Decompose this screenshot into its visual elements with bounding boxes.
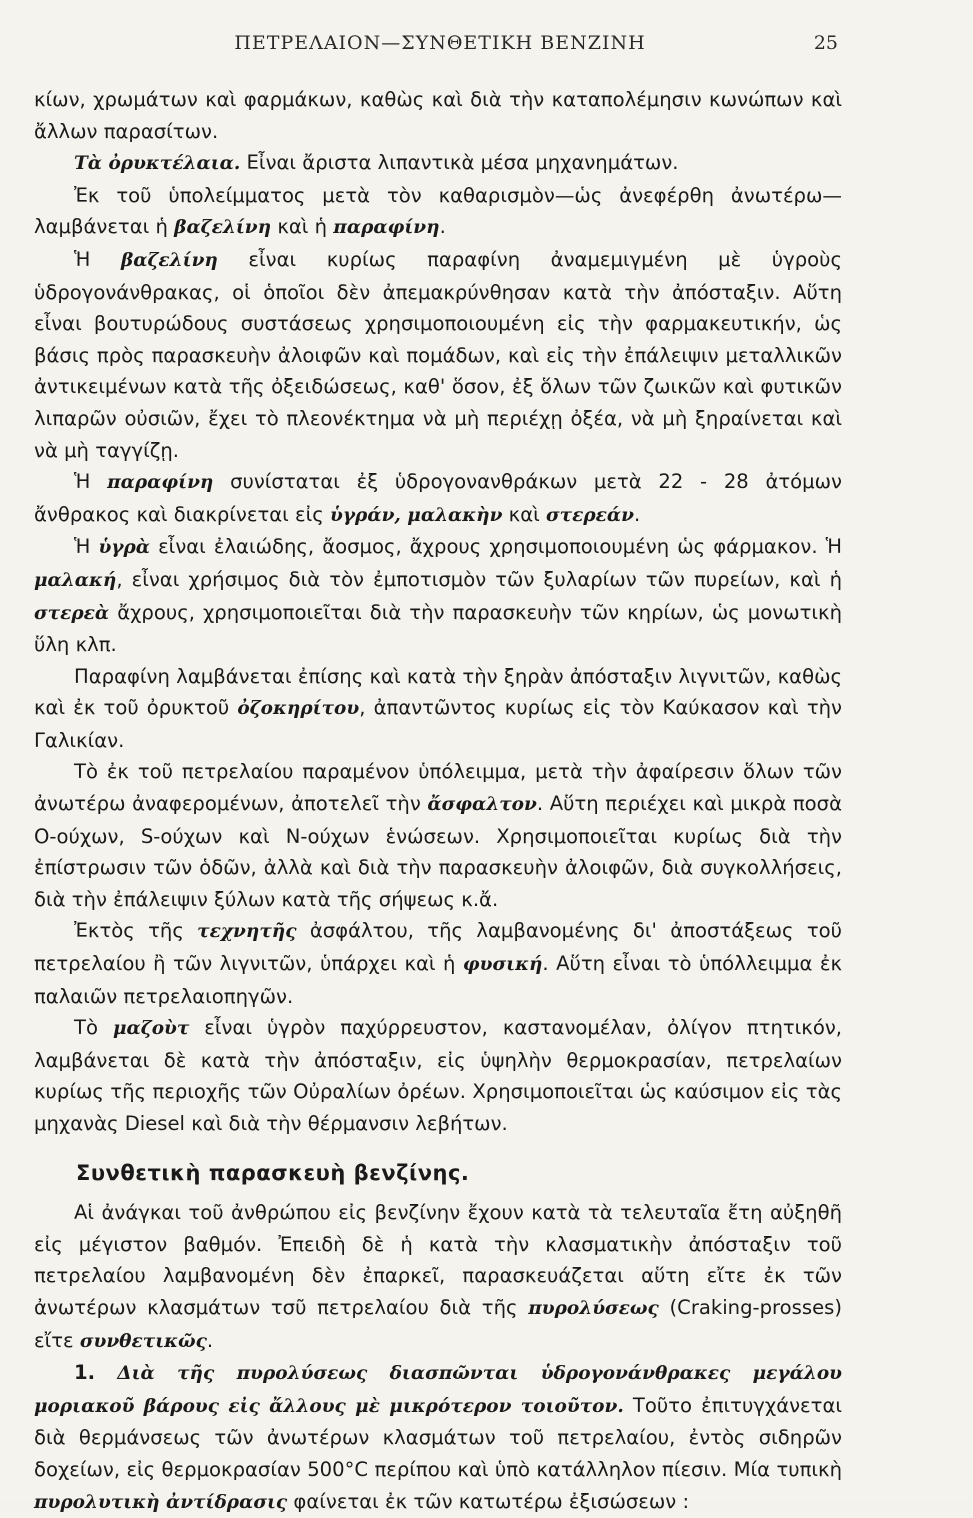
- paragraph: Τὸ ἐκ τοῦ πετρελαίου παραμένον ὑπόλειμμα, μετὰ τὴν ἀφαίρεσιν ὅλων τῶν ἀνωτέρω ἀναφερομένων, ἀποτελεῖ τὴν ἄσφαλτον. Αὕτη περιέχει καὶ μικρὰ ποσὰ Ο-ούχων, S-ούχων καὶ Ν-ούχων ἑνώσεων. Χρησιμοποιεῖται κυρίως διὰ τὴν ἐπίστρωσιν τῶν ὁδῶν, ἀλλὰ καὶ διὰ τὴν παρασκευὴν ἀλοιφῶν, διὰ συγκολλήσεις, διὰ τὴν ἐπάλειψιν ξύλων κατὰ τῆς σήψεως κ.ἄ.: [34, 760, 843, 911]
- italic-term: ὀζοκηρίτου: [237, 698, 360, 720]
- running-title: ΠΕΤΡΕΛΑΙΟΝ—ΣΥΝΘΕΤΙΚΗ ΒΕΝΖΙΝΗ: [234, 32, 646, 54]
- italic-term: βαζελίνη: [174, 217, 272, 239]
- italic-term: βαζελίνη: [120, 249, 218, 271]
- italic-term: παραφίνη: [333, 217, 440, 239]
- italic-term: ὑγράν, μαλακὴν: [330, 504, 503, 526]
- page-header: [0, 32, 973, 60]
- italic-term: τεχνητῆς: [197, 921, 297, 943]
- paragraph: Τὰ ὀρυκτέλαια. Εἶναι ἄριστα λιπαντικὰ μέσα μηχανημάτων.: [74, 151, 679, 175]
- page-number: 25: [813, 32, 838, 54]
- italic-term: παραφίνη: [107, 472, 214, 494]
- italic-term: πυρολύσεως: [528, 1297, 659, 1319]
- paragraph: Τὸ μαζοὺτ εἶναι ὑγρὸν παχύρρευστον, καστανομέλαν, ὀλίγον πτητικόν, λαμβάνεται δὲ κατὰ τὴν ἀπόσταξιν, εἰς ὑψηλὴν θερμοκρασίαν, πετρελαίων κυρίως τῆς περιοχῆς τῶν Οὐραλίων ὀρέων. Χρησιμοποιεῖται ὡς καύσιμον εἰς τὰς μηχανὰς Diesel καὶ διὰ τὴν θέρμανσιν λεβήτων.: [34, 1016, 842, 1135]
- paragraph: Ἡ ὑγρὰ εἶναι ἐλαιώδης, ἄοσμος, ἄχρους χρησιμοποιουμένη ὡς φάρμακον. Ἡ μαλακή, εἶναι χρήσιμος διὰ τὸν ἐμποτισμὸν τῶν ξυλαρίων τῶν πυρείων, καὶ ἡ στερεὰ ἄχρους, χρησιμοποιεῖται διὰ τὴν παρασκευὴν τῶν κηρίων, ὡς μονωτικὴ ὕλη κλπ.: [34, 535, 842, 657]
- italic-term: στερεὰ: [34, 602, 110, 624]
- italic-term: Διὰ τῆς πυρολύσεως διασπῶνται ὑδρογονάνθρακες μεγάλου μοριακοῦ βάρους εἰς ἄλλους μὲ μικρότερον τοιοῦτον.: [34, 1363, 842, 1417]
- italic-term: μαζοὺτ: [112, 1018, 190, 1040]
- paragraph: Παραφίνη λαμβάνεται ἐπίσης καὶ κατὰ τὴν ξηρὰν ἀπόσταξιν λιγνιτῶν, καθὼς καὶ ἐκ τοῦ ὀρυκτοῦ ὀζοκηρίτου, ἀπαντῶντος κυρίως εἰς τὸν Καύκασον καὶ τὴν Γαλικίαν.: [34, 664, 842, 752]
- italic-term: μαλακή: [34, 569, 117, 591]
- paragraph: Ἐκ τοῦ ὑπολείμματος μετὰ τὸν καθαρισμὸν—ὡς ἀνεφέρθη ἀνωτέρω—λαμβάνεται ἡ βαζελίνη καὶ ἡ παραφίνη.: [34, 183, 842, 239]
- italic-term: ὑγρὰ: [98, 537, 151, 559]
- italic-term: συνθετικῶς: [79, 1330, 207, 1352]
- paragraph: Ἡ βαζελίνη εἶναι κυρίως παραφίνη ἀναμεμιγμένη μὲ ὑγροὺς ὑδρογονάνθρακας, οἱ ὁποῖοι δὲν ἀπεμακρύνθησαν κατὰ τὴν ἀπόσταξιν. Αὕτη εἶναι βουτυρώδους συστάσεως χρησιμοποιουμένη εἰς τὴν φαρμακευτικήν, ὡς βάσις πρὸς παρασκευὴν ἀλοιφῶν καὶ πομάδων, καὶ εἰς τὴν ἐπάλειψιν μεταλλικῶν ἀντικειμένων κατὰ τῆς ὀξειδώσεως, καθ' ὅσον, ἐξ ὅλων τῶν ζωικῶν καὶ φυτικῶν λιπαρῶν οὐσιῶν, ἔχει τὸ πλεονέκτημα νὰ μὴ περιέχῃ ὀξέα, νὰ μὴ ξηραίνεται καὶ νὰ μὴ ταγγίζῃ.: [34, 247, 842, 462]
- paragraph: Ἡ παραφίνη συνίσταται ἐξ ὑδρογονανθράκων μετὰ 22 - 28 ἀτόμων ἄνθρακος καὶ διακρίνεται εἰς ὑγράν, μαλακὴν καὶ στερεάν.: [34, 470, 842, 526]
- body-text: [34, 84, 842, 1518]
- italic-term: ἄσφαλτον: [427, 794, 537, 816]
- section-heading: Συνθετικὴ παρασκευὴ βενζίνης.: [76, 1160, 470, 1185]
- italic-term: φυσική: [462, 954, 543, 976]
- italic-term: Τὰ ὀρυκτέλαια.: [74, 153, 241, 175]
- paragraph: Ἐκτὸς τῆς τεχνητῆς ἀσφάλτου, τῆς λαμβανομένης δι' ἀποστάξεως τοῦ πετρελαίου ἢ τῶν λιγνιτῶν, ὑπάρχει καὶ ἡ φυσική. Αὕτη εἶναι τὸ ὑπόλλειμμα ἐκ παλαιῶν πετρελαιοπηγῶν.: [34, 919, 843, 1008]
- italic-term: στερεάν: [546, 504, 634, 526]
- italic-term: πυρολυτικὴ ἀντίδρασις: [34, 1491, 288, 1513]
- paragraph: Αἱ ἀνάγκαι τοῦ ἀνθρώπου εἰς βενζίνην ἔχουν κατὰ τὰ τελευταῖα ἔτη αὐξηθῆ εἰς μέγιστον βαθμόν. Ἐπειδὴ δὲ ἡ κατὰ τὴν κλασματικὴν ἀπόσταξιν τοῦ πετρελαίου λαμβανομένη δὲν ἐπαρκεῖ, παρασκευάζεται αὕτη εἴτε ἐκ τῶν ἀνωτέρων κλασμάτων τσῦ πετρελαίου διὰ τῆς πυρολύσεως (Craking-prosses) εἴτε συνθετικῶς.: [34, 1201, 842, 1352]
- list-number: 1.: [74, 1361, 96, 1385]
- paragraph: 1. Διὰ τῆς πυρολύσεως διασπῶνται ὑδρογονάνθρακες μεγάλου μοριακοῦ βάρους εἰς ἄλλους μὲ μικρότερον τοιοῦτον. Τοῦτο ἐπιτυγχάνεται διὰ θερμάνσεως τῶν ἀνωτέρων κλασμάτων τοῦ πετρελαίου, ἐντὸς σιδηρῶν δοχείων, εἰς θερμοκρασίαν 500°C περίπου καὶ ὑπὸ κατάλληλον πίεσιν. Μία τυπικὴ πυρολυτικὴ ἀντίδρασις φαίνεται ἐκ τῶν κατωτέρω ἐξισώσεων :: [34, 1361, 842, 1513]
- paragraph: κίων, χρωμάτων καὶ φαρμάκων, καθὼς καὶ διὰ τὴν καταπολέμησιν κωνώπων καὶ ἄλλων παρασίτων.: [34, 88, 842, 143]
